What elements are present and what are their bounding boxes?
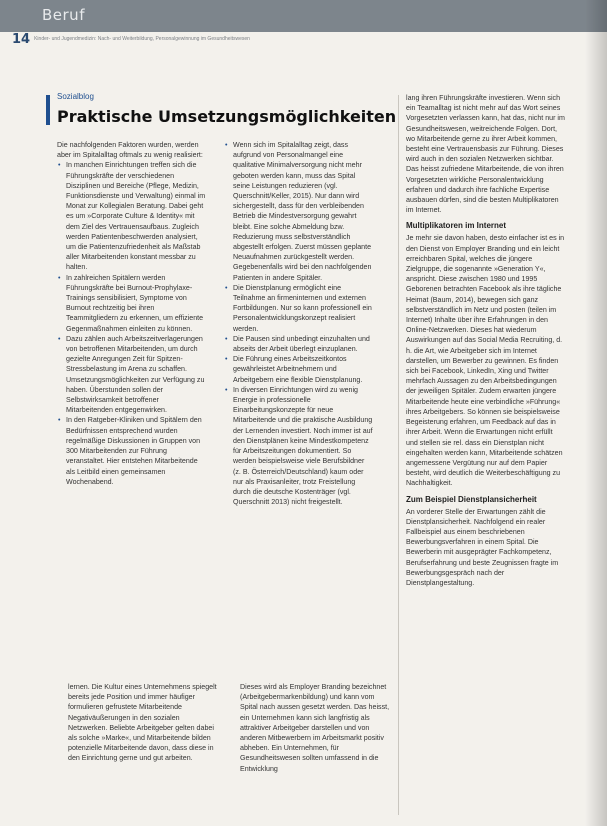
- page-number: 14: [12, 31, 31, 47]
- column3-section1-text: Je mehr sie davon haben, desto einfacher ist es in den Dienst von Employer Branding und ein leicht erreichbaren Spital, welches die jüngere Zielgruppe, die sogenannte »Generation Y«, anspricht. Diese zwischen 1980 und 1995 Geborenen betrachten Facebook als ihre tägliche Heimat (Baum, 2014), bewegen sich ganz selbstverständlich im Netz und posten (teilen im Internet) Inhalte über ihre Erfahrungen in den Online-Netzwerken. Dieses hat wiederum Auswirkungen auf das Social Media Recruiting, d. h. die Art, wie Arbeitgeber sich im Internet darstellen, um Bewerber zu gewinnen. Es finden sich bei Facebook, LinkedIn, Xing und Twitter mehrfach Aussagen zu den Arbeitsbedingungen der jeweiligen Spitäler. Zudem erwarten jüngere Mitarbeitende heute eine verbindliche »Führung« ihres Arbeitgebers. So können sie beispielsweise Begeisterung erfahren, um Feedback auf das in ihrer Arbeit. Wenn die Erwartungen nicht erfüllt und stellen sie rel. dass ein Dienstplan nicht eingehalten werden kann, Mitarbeitende schätzen angemessene Vergütung nur auf dem Papier besteht, wird deutlich die Weiterbeschäftigung zu Nachhaltigkeit.: [406, 234, 565, 488]
- article-title: Praktische Umsetzungsmöglichkeiten: [57, 107, 397, 126]
- section-title: Beruf: [42, 6, 85, 24]
- article-kicker: Sozialblog: [57, 92, 94, 101]
- bottom-col1-text: lernen. Die Kultur eines Unternehmens spiegelt bereits jede Position und immer häufiger formulieren gefrustete Mitarbeitende Negativäußerungen in den sozialen Netzwerken. Beliebte Arbeitgeber gelten dabei als solche »Marke«, und Mitarbeitende bilden potenzielle Mitarbeitende davon, dass diese in den Einrichtung gerne und gut arbeiten.: [68, 683, 217, 763]
- title-accent-bar: [46, 95, 50, 125]
- running-head: Kinder- und Jugendmedizin: Nach- und Weiterbildung, Personalgewinnung im Gesundheitswesen: [34, 36, 250, 42]
- bullet-item: • Dazu zählen auch Arbeitszeitverlagerungen von betroffenen Mitarbeitenden, um durch gezielte Anregungen Zeit für Spitzen-Stressbelastung im Arena zu schaffen. Umsetzungsmöglichkeiten zur Verfügung zu haben. Überstunden sollen der Selbstwirksamkeit betroffener Mitarbeitenden entgegenwirken.: [66, 334, 207, 416]
- page-header: [0, 0, 607, 32]
- bullet-item: • Die Pausen sind unbedingt einzuhalten und abseits der Arbeit überlegt einzuplanen.: [233, 334, 374, 354]
- text-column-2: [224, 140, 374, 640]
- bottom-text-column-2: [240, 682, 392, 820]
- text-column-3: [406, 93, 566, 818]
- subheading-multiplikatoren: Multiplikatoren im Internet: [406, 221, 507, 231]
- bullet-item: • In manchen Einrichtungen treffen sich die Führungskräfte der verschiedenen Disziplinen und Bereiche (Pflege, Medizin, Funktionsdienste und Verwaltung) einmal im Monat zur Kollegialen Beratung. Dabei geht es um »Corporate Culture & Identity« mit dem Ziel des Vertrauensaufbaus. Zugleich werden Patientenbeschwerden analysiert, um die Patientenzufriedenheit als Maßstab aller Mitarbeitenden konstant messbar zu halten.: [66, 160, 207, 272]
- page-spine-shadow: [585, 0, 607, 826]
- bullet-item: • In diversen Einrichtungen wird zu wenig Energie in professionelle Einarbeitungskonzepte für neue Mitarbeitende und die praktische Ausbildung der Lernenden investiert. Noch immer ist auf den Dienstplänen keine Mindestkompetenz für Arbeitszeitungen dokumentiert. So werden beispielsweise viele Berufsbildner (z. B. Österreich/Deutschland) kaum oder nur als Praxisanleiter, trotz Freistellung durch die deutsche Kostenträger (vgl. Querschnitt 2013) nicht freigestellt.: [233, 385, 374, 507]
- column-divider: [398, 95, 399, 815]
- bullet-item: • Wenn sich im Spitalalltag zeigt, dass aufgrund von Personalmangel eine qualitative Minimalversorgung nicht mehr geboten werden kann, muss das Spital seine Leistungen reduzieren (vgl. Querschnitt/Keller, 2015). Nur dann wird sichergestellt, dass für den verbleibenden Betrieb die Mindestversorgung gewahrt bleibt. Eine solche Abmeldung bzw. Reduzierung muss selbstverständlich abgestellt erfolgen. Zuerst müssen geplante Neuaufnahmen zurückgestellt werden. Gegebenenfalls wird bei den nachfolgenden Patienten in andere Spitäler.: [233, 140, 374, 283]
- bottom-col2-text: Dieses wird als Employer Branding bezeichnet (Arbeitgebermarkenbildung) und kann vom Spital nach aussen gesetzt werden. Das heisst, ein Unternehmen kann sich langfristig als attraktiver Arbeitgeber darstellen und von anderen Mitbewerbern im Arbeitsmarkt positiv abheben. Ein Unternehmen, für Gesundheitswesen sollten umfassend in die Entwicklung: [240, 683, 390, 773]
- column2-bullet-list: [224, 140, 374, 507]
- bullet-item: • In den Ratgeber-Kliniken und Spitälern den Bedürfnissen entsprechend wurden regelmäßige Diskussionen in Gruppen von 300 Mitarbeitenden zur Führung veranstaltet. Hier entstehen Mitarbeitende als Leitbild einen gemeinsamen Wochenabend.: [66, 415, 207, 486]
- bullet-item: • In zahlreichen Spitälern werden Führungskräfte bei Burnout-Prophylaxe-Trainings sensibilisiert, Symptome von Burnout rechtzeitig bei ihren Teammitgliedern zu erkennen, um effiziente Gegenmaßnahmen einleiten zu können.: [66, 273, 207, 334]
- bullet-item: • Die Dienstplanung ermöglicht eine Teilnahme an firmeninternen und externen Fortbildungen. Nur so kann professionell ein Personalentwicklungskonzept realisiert werden.: [233, 283, 374, 334]
- column1-bullet-list: [57, 160, 207, 487]
- bottom-text-column-1: [68, 682, 218, 820]
- column3-intro: lang ihren Führungskräfte investieren. Wenn sich ein Teamalltag ist nicht mehr auf das Wort seines Vorgesetzten verlassen kann, hat das, nicht nur im Gesundheitswesen, weitreichende Folgen. Dort, wo Mitarbeitende gerne zu ihrer Arbeit kommen, besteht eine Vertrauensbasis zur Führung. Dieses wird auch in den sozialen Netzwerken sichtbar. Das heisst zufriedene Mitarbeitende, die von ihren Vorgesetzten wirkliche Personalentwicklung erfahren und dadurch ihre fachliche Expertise ausbauen dürfen, sind die besten Multiplikatoren im Internet.: [406, 94, 565, 215]
- subheading-dienstplansicherheit: Zum Beispiel Dienstplansicherheit: [406, 494, 537, 504]
- column1-intro: Die nachfolgenden Faktoren wurden, werden aber im Spitalalltag oftmals zu wenig realisiert:: [57, 141, 203, 160]
- column3-section2-text: An vorderer Stelle der Erwartungen zählt die Dienstplansicherheit. Nachfolgend ein realer Fallbeispiel aus einem beschriebenen Bewerbungsverfahren in einem Spital. Die Bewerberin mit ausgeprägter Fachkompetenz, Berufserfahrung und beste Zeugnissen fragte im Bewerbungsgespräch nach der Dienstplangestaltung.: [406, 507, 559, 587]
- bullet-item: • Die Führung eines Arbeitszeitkontos gewährleistet Arbeitnehmern und Arbeitgebern eine flexible Dienstplanung.: [233, 354, 374, 385]
- text-column-1: [57, 140, 207, 640]
- running-head-bar: [12, 32, 572, 46]
